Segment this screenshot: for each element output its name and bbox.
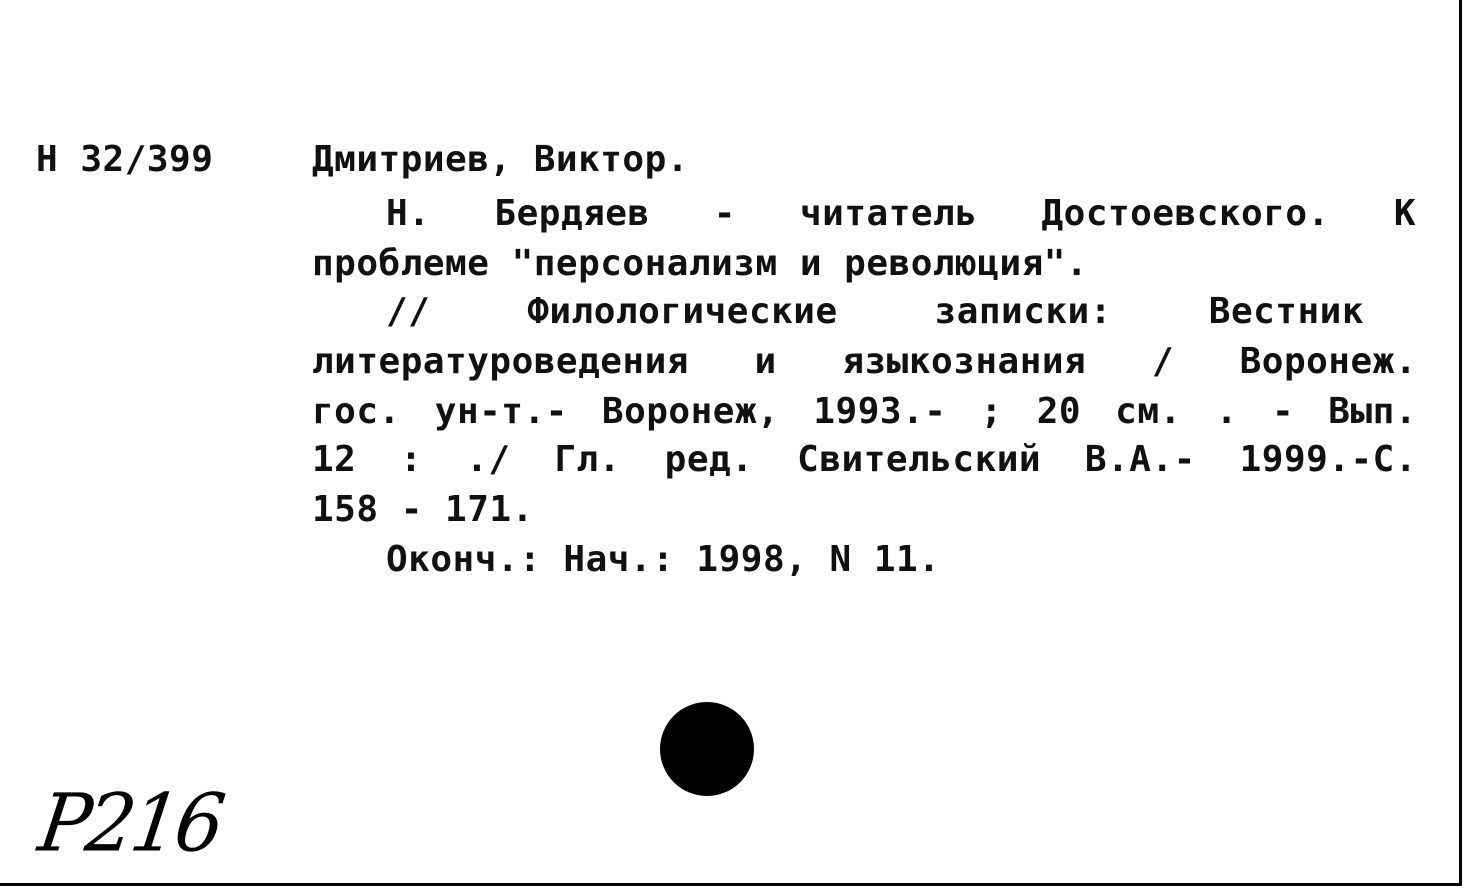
- author-heading: Дмитриев, Виктор.: [312, 139, 689, 180]
- punch-hole: [660, 702, 754, 796]
- source-line-2: литературоведения и языкознания / Воронеж.: [312, 341, 1417, 382]
- source-line-1: // Филологические записки: Вестник: [386, 291, 1364, 332]
- source-line-3: гос. ун-т.- Воронеж, 1993.- ; 20 см. . - Вып.: [312, 391, 1417, 432]
- title-line-2: проблеме "персонализм и революция".: [312, 243, 1089, 284]
- title-line-1: Н. Бердяев - читатель Достоевского. К: [386, 193, 1416, 234]
- note-line: Оконч.: Нач.: 1998, N 11.: [386, 539, 941, 580]
- handwritten-code: P216: [33, 775, 227, 870]
- shelf-mark: Н 32/399: [36, 139, 214, 180]
- pages-line: 158 - 171.: [312, 489, 534, 530]
- source-line-4: 12 : ./ Гл. ред. Свительский В.А.- 1999.-С.: [312, 439, 1417, 480]
